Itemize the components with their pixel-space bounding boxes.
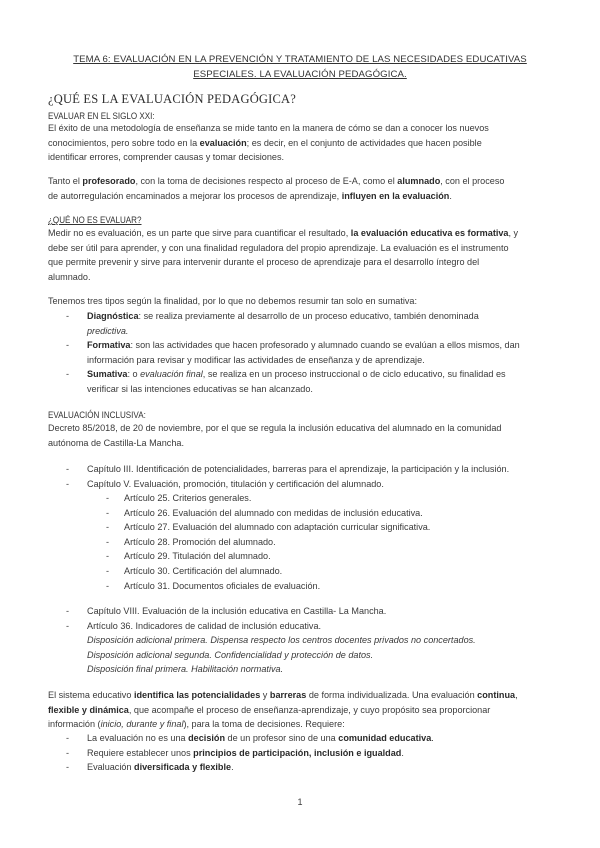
list-item: - Artículo 30. Certificación del alumnado. [106, 565, 283, 576]
section-heading: ¿QUÉ ES LA EVALUACIÓN PEDAGÓGICA? [48, 92, 297, 106]
chapters-list-a [48, 462, 558, 491]
paragraph-sistema-educativo: El sistema educativo identifica las potencialidades y barreras de forma individualizada. Una evaluación continua, flexible y dinámica, que acompañe el proceso de enseñanza-aprendizaje, y cuyo propósito sea proporcionar información (inicio, durante y final), para la toma de decisiones. Requiere: [48, 690, 518, 730]
disposition-line: Disposición adicional segunda. Confidencialidad y protección de datos. [87, 649, 374, 660]
list-item: - Artículo 29. Titulación del alumnado. [106, 551, 271, 562]
chapters-list-b [48, 604, 558, 677]
list-item: - Artículo 36. Indicadores de calidad de inclusión educativa. [66, 620, 322, 631]
list-item: - Formativa: son las actividades que hacen profesorado y alumnado cuando se evalúan a ellos mismos, dan información para revisar y modificar las actividades de enseñanza y de aprendizaje. [66, 340, 520, 365]
list-item: - Artículo 26. Evaluación del alumnado con medidas de inclusión educativa. [106, 507, 423, 518]
evaluation-types-list [48, 309, 558, 397]
paragraph-tipos: Tenemos tres tipos según la finalidad, por lo que no debemos resumir tan solo en sumativa: [48, 296, 418, 306]
list-item: - Capítulo VIII. Evaluación de la inclusión educativa en Castilla- La Mancha. [66, 606, 387, 616]
paragraph-decreto: Decreto 85/2018, de 20 de noviembre, por el que se regula la inclusión educativa del alumnado en la comunidad autónoma de Castilla-La Mancha. [48, 423, 502, 448]
list-item: - Capítulo III. Identificación de potencialidades, barreras para el aprendizaje, la participación y la inclusión. [66, 464, 510, 474]
paragraph-exito: El éxito de una metodología de enseñanza se mide tanto en la manera de cómo se dan a conocer los nuevos conocimientos, pero sobre todo en la evaluación; es decir, en el conjunto de actividades que hacen posible identificar errores, comprender causas y tomar decisiones. [48, 123, 489, 163]
list-item: - Artículo 31. Documentos oficiales de evaluación. [106, 580, 321, 591]
list-item: - Sumativa: o evaluación final, se realiza en un proceso instruccional o de ciclo educativo, su finalidad es verificar si las intenciones educativas se han alcanzado. [66, 369, 506, 394]
page-number: 1 [297, 797, 303, 807]
list-item: - La evaluación no es una decisión de un profesor sino de una comunidad educativa. [66, 733, 434, 743]
requirements-list [48, 731, 558, 775]
articles-list [48, 491, 558, 593]
list-item: - Artículo 28. Promoción del alumnado. [106, 536, 276, 547]
list-item: - Evaluación diversificada y flexible. [66, 762, 234, 773]
list-item: - Capítulo V. Evaluación, promoción, titulación y certificación del alumnado. [66, 478, 384, 489]
list-item: - Requiere establecer unos principios de participación, inclusión e igualdad. [66, 747, 404, 758]
subheading-siglo-xxi: EVALUAR EN EL SIGLO XXI: [48, 110, 155, 121]
list-item: - Artículo 27. Evaluación del alumnado con adaptación curricular significativa. [106, 522, 431, 533]
disposition-line: Disposición adicional primera. Dispensa respecto los centros docentes privados no concertados. [87, 635, 476, 646]
document-title [50, 52, 550, 82]
title-line-2: ESPECIALES. LA EVALUACIÓN PEDAGÓGICA. [193, 69, 407, 80]
subheading-evaluacion-inclusiva: EVALUACIÓN INCLUSIVA: [48, 409, 146, 420]
paragraph-medir: Medir no es evaluación, es un parte que sirve para cuantificar el resultado, la evaluación educativa es formativa, y debe ser útil para aprender, y con una finalidad reguladora del propio aprendizaje. La evaluación es el instrumento que permite prevenir y sirve para intervenir durante el proceso de aprendizaje para el desarrollo íntegro del alumnado. [48, 228, 519, 282]
title-line-1: TEMA 6: EVALUACIÓN EN LA PREVENCIÓN Y TRATAMIENTO DE LAS NECESIDADES EDUCATIVAS [73, 54, 527, 65]
disposition-line: Disposición final primera. Habilitación normativa. [87, 664, 284, 675]
subheading-que-no-es: ¿QUÉ NO ES EVALUAR? [48, 214, 142, 225]
list-item: - Artículo 25. Criterios generales. [106, 493, 252, 503]
paragraph-profesorado: Tanto el profesorado, con la toma de decisiones respecto al proceso de E-A, como el alumnado, con el proceso de autorregulación encaminados a mejorar los procesos de aprendizaje, influyen en la evaluación. [48, 176, 505, 201]
list-item: - Diagnóstica: se realiza previamente al desarrollo de un proceso educativo, también denominada predictiva. [66, 311, 479, 336]
